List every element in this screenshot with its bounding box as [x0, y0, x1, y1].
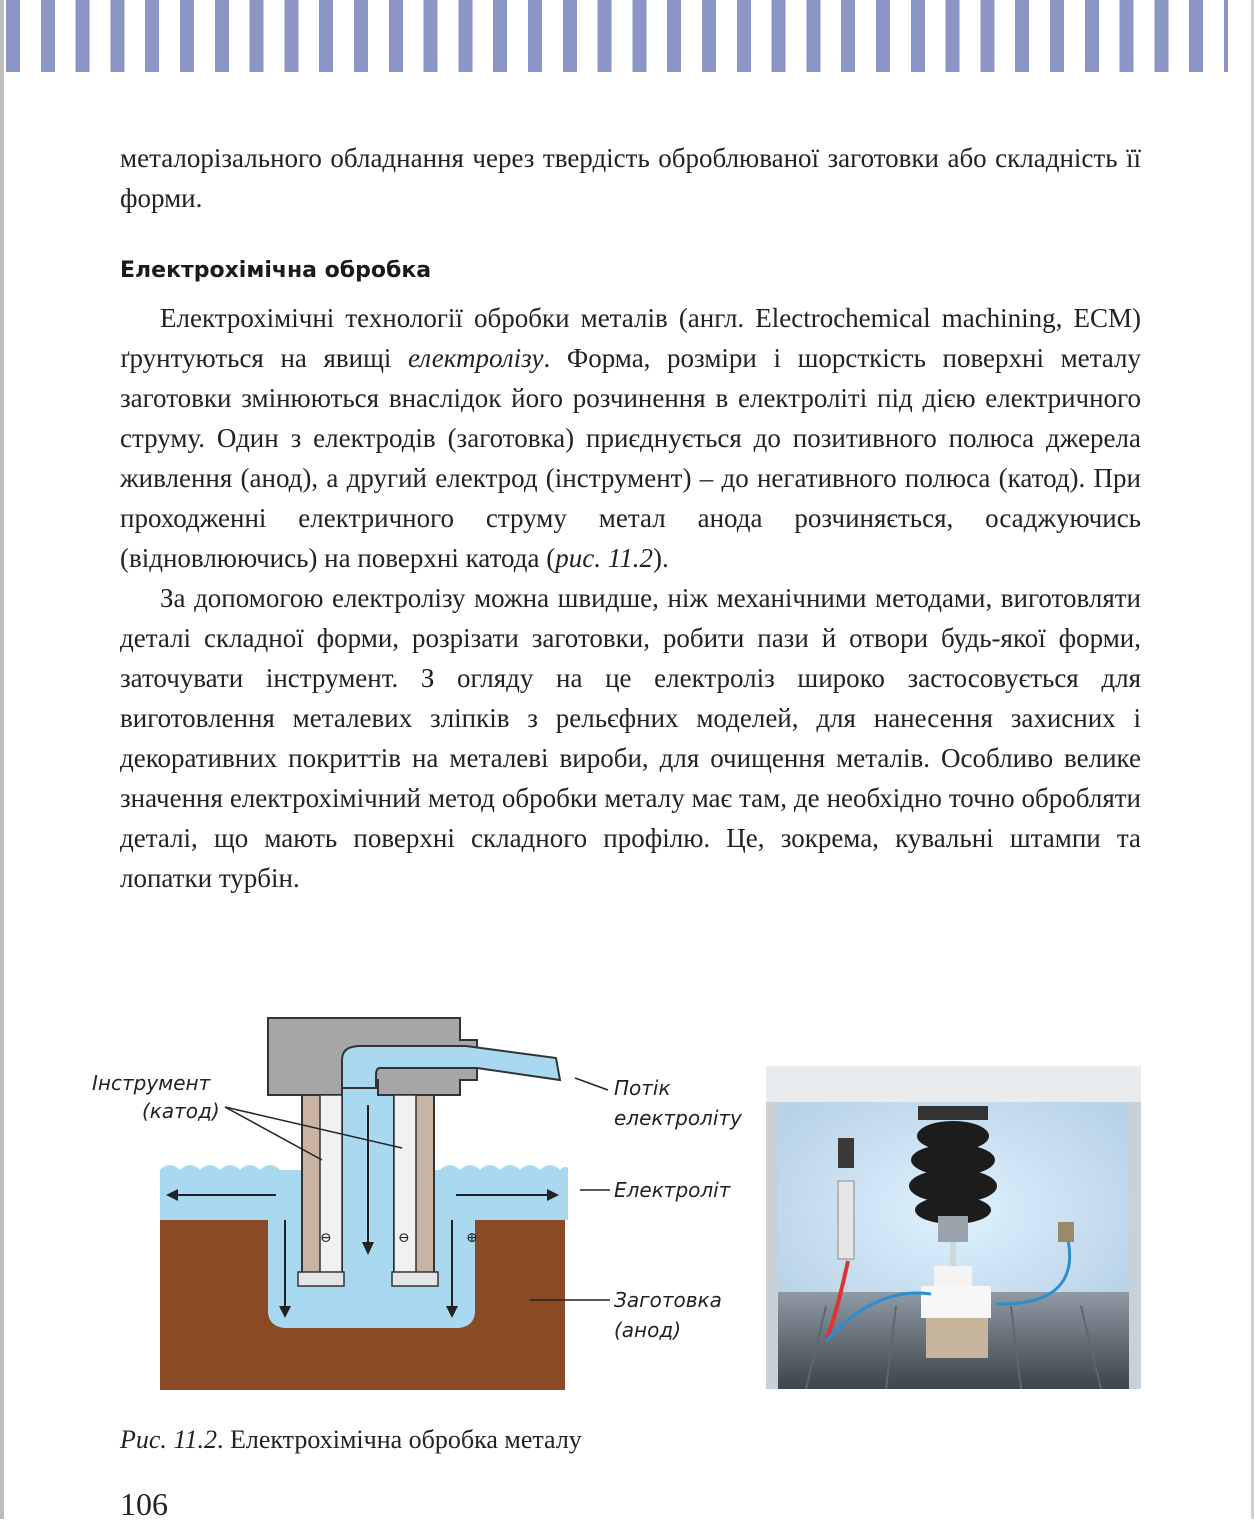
caption-text: . Електрохімічна обробка металу [217, 1425, 582, 1454]
paragraph-electrolysis: Електрохімічні технології обробки металів (англ. Electrochemical machining, ECM) ґрунтуються на явищі електролізу. Форма, розміри і шорсткість поверхні металу заготовки змінюються внаслідок його розчинення в електроліті під дією електричного струму. Один з електродів (заготовка) приєднується до позитивного полюса джерела живлення (анод), а другий електрод (інструмент) – до негативного полюса (катод). При проходженні електричного струму метал анода розчиняється, осаджуючись (відновлюючись) на поверхні катода (рис. 11.2). [120, 303, 1141, 573]
plus-sign: ⊕ [466, 1231, 478, 1246]
section-heading: Електрохімічна обробка [120, 258, 432, 283]
label-tool: Інструмент [92, 1071, 211, 1095]
term-electrolysis: електролізу [408, 343, 544, 373]
intro-paragraph [120, 138, 1141, 218]
ecm-diagram [80, 1010, 770, 1405]
label-workpiece: Заготовка [614, 1288, 722, 1312]
body-text [120, 298, 1141, 898]
ecm-machine-photo [766, 1066, 1141, 1389]
label-flow: Потік [614, 1076, 671, 1100]
label-anode: (анод) [614, 1318, 682, 1342]
figure-reference: рис. 11.2 [555, 543, 653, 573]
figure-caption [120, 1425, 582, 1455]
minus-sign-left: ⊖ [320, 1231, 332, 1246]
label-cathode: (катод) [142, 1099, 220, 1123]
page-number: 106 [120, 1486, 168, 1522]
intro-text: металорізального обладнання через твердість оброблюваної заготовки або складність її форми. [120, 143, 1141, 213]
label-electrolyte: Електроліт [614, 1178, 731, 1202]
decorative-stripe-header [6, 0, 1228, 72]
minus-sign-right: ⊖ [398, 1231, 410, 1246]
caption-figure-number: Рис. 11.2 [120, 1425, 217, 1454]
paragraph-applications: За допомогою електролізу можна швидше, ніж механічними методами, виготовляти деталі складної форми, розрізати заготовки, робити пази й отвори будь-якої форми, заточувати інструмент. З огляду на це електроліз широко застосовується для виготовлення металевих зліпків з рельєфних моделей, для нанесення захисних і декоративних покриттів на металеві вироби, для очищення металів. Особливо велике значення електрохімічний метод обробки металу має там, де необхідно точно обробляти деталі, що мають поверхні складного профілю. Це, зокрема, кувальні штампи та лопатки турбін. [120, 583, 1141, 893]
page-left-border [0, 0, 4, 1519]
label-flow-electrolyte: електроліту [614, 1106, 742, 1130]
